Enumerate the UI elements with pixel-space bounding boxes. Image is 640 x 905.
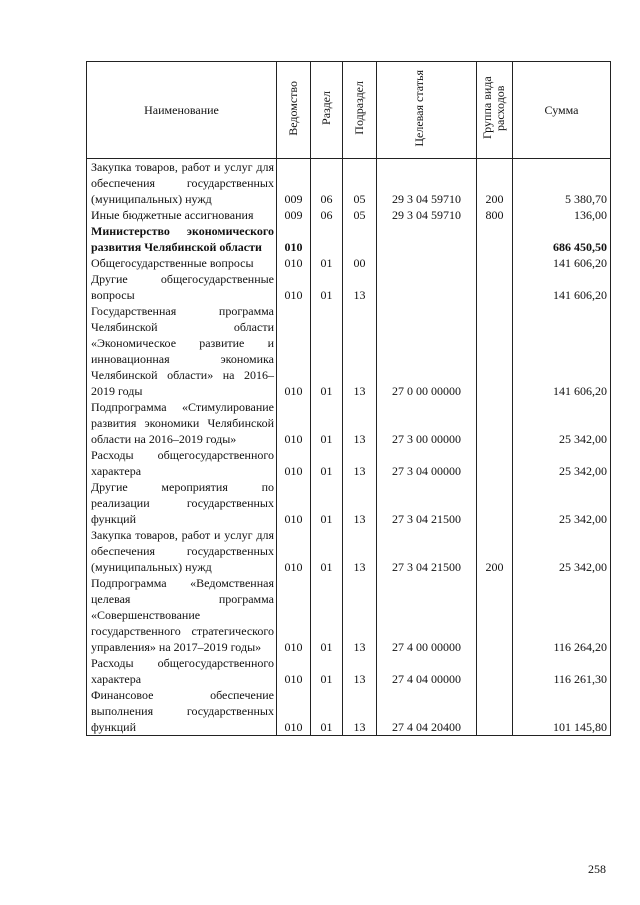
row-group xyxy=(477,479,513,527)
row-podrazdel xyxy=(343,223,377,255)
row-name: Закупка товаров, работ и услуг для обеспечения государственных (муниципальных) нужд xyxy=(87,527,277,575)
table-row xyxy=(87,255,611,271)
row-vedomstvo: 010 xyxy=(277,655,311,687)
row-razdel: 06 xyxy=(311,207,343,223)
budget-table xyxy=(86,61,611,736)
row-name: Закупка товаров, работ и услуг для обеспечения государственных (муниципальных) нужд xyxy=(87,159,277,208)
table-row xyxy=(87,207,611,223)
row-podrazdel: 13 xyxy=(343,447,377,479)
row-name: Подпрограмма «Ведомственная целевая программа «Совершенствование государственного стратегического управления» на 2017–2019 годы» xyxy=(87,575,277,655)
row-podrazdel: 13 xyxy=(343,687,377,736)
row-group: 200 xyxy=(477,527,513,575)
row-razdel: 01 xyxy=(311,687,343,736)
row-vedomstvo: 009 xyxy=(277,207,311,223)
row-podrazdel: 13 xyxy=(343,527,377,575)
row-group xyxy=(477,399,513,447)
row-razdel: 01 xyxy=(311,447,343,479)
row-group xyxy=(477,223,513,255)
row-group xyxy=(477,575,513,655)
row-group xyxy=(477,655,513,687)
row-vedomstvo: 010 xyxy=(277,255,311,271)
row-vedomstvo: 010 xyxy=(277,479,311,527)
row-group xyxy=(477,303,513,399)
table-row xyxy=(87,159,611,208)
table-row xyxy=(87,223,611,255)
row-group xyxy=(477,447,513,479)
row-group xyxy=(477,687,513,736)
row-vedomstvo: 010 xyxy=(277,271,311,303)
row-podrazdel: 13 xyxy=(343,479,377,527)
row-target xyxy=(377,255,477,271)
row-name: Общегосударственные вопросы xyxy=(87,255,277,271)
row-group: 200 xyxy=(477,159,513,208)
row-sum: 116 261,30 xyxy=(513,655,611,687)
row-group xyxy=(477,271,513,303)
row-sum: 136,00 xyxy=(513,207,611,223)
header-razdel: Раздел xyxy=(311,62,343,159)
row-vedomstvo: 010 xyxy=(277,527,311,575)
row-name: Государственная программа Челябинской области «Экономическое развитие и инновационная экономика Челябинской области» на 2016–2019 годы xyxy=(87,303,277,399)
row-podrazdel: 13 xyxy=(343,271,377,303)
row-razdel: 06 xyxy=(311,159,343,208)
row-name: Расходы общегосударственного характера xyxy=(87,447,277,479)
row-target: 27 4 04 00000 xyxy=(377,655,477,687)
row-vedomstvo: 010 xyxy=(277,223,311,255)
row-sum: 141 606,20 xyxy=(513,271,611,303)
table-row xyxy=(87,527,611,575)
table-row xyxy=(87,687,611,736)
row-sum: 5 380,70 xyxy=(513,159,611,208)
row-podrazdel: 13 xyxy=(343,575,377,655)
row-podrazdel: 13 xyxy=(343,303,377,399)
row-vedomstvo: 009 xyxy=(277,159,311,208)
row-razdel: 01 xyxy=(311,527,343,575)
row-razdel xyxy=(311,223,343,255)
row-target: 29 3 04 59710 xyxy=(377,159,477,208)
header-vedomstvo: Ведомство xyxy=(277,62,311,159)
row-podrazdel: 00 xyxy=(343,255,377,271)
row-podrazdel: 05 xyxy=(343,207,377,223)
table-row xyxy=(87,655,611,687)
row-sum: 141 606,20 xyxy=(513,303,611,399)
row-target: 27 3 00 00000 xyxy=(377,399,477,447)
table-row xyxy=(87,479,611,527)
row-razdel: 01 xyxy=(311,479,343,527)
row-sum: 25 342,00 xyxy=(513,399,611,447)
row-vedomstvo: 010 xyxy=(277,687,311,736)
row-target: 27 4 04 20400 xyxy=(377,687,477,736)
row-podrazdel: 05 xyxy=(343,159,377,208)
row-target: 29 3 04 59710 xyxy=(377,207,477,223)
row-razdel: 01 xyxy=(311,255,343,271)
row-razdel: 01 xyxy=(311,655,343,687)
table-row xyxy=(87,399,611,447)
row-name: Иные бюджетные ассигнования xyxy=(87,207,277,223)
row-sum: 25 342,00 xyxy=(513,527,611,575)
row-target: 27 3 04 00000 xyxy=(377,447,477,479)
row-sum: 116 264,20 xyxy=(513,575,611,655)
row-razdel: 01 xyxy=(311,303,343,399)
row-target xyxy=(377,271,477,303)
row-vedomstvo: 010 xyxy=(277,303,311,399)
row-target xyxy=(377,223,477,255)
row-sum: 101 145,80 xyxy=(513,687,611,736)
row-group: 800 xyxy=(477,207,513,223)
table-row xyxy=(87,303,611,399)
header-name: Наименование xyxy=(87,62,277,159)
table-header xyxy=(87,62,611,159)
row-target: 27 4 00 00000 xyxy=(377,575,477,655)
row-vedomstvo: 010 xyxy=(277,575,311,655)
row-name: Подпрограмма «Стимулирование развития экономики Челябинской области на 2016–2019 годы» xyxy=(87,399,277,447)
row-target: 27 3 04 21500 xyxy=(377,527,477,575)
row-sum: 25 342,00 xyxy=(513,479,611,527)
row-razdel: 01 xyxy=(311,271,343,303)
header-target: Целевая статья xyxy=(377,62,477,159)
row-razdel: 01 xyxy=(311,575,343,655)
header-sum: Сумма xyxy=(513,62,611,159)
row-vedomstvo: 010 xyxy=(277,399,311,447)
row-sum: 25 342,00 xyxy=(513,447,611,479)
row-target: 27 3 04 21500 xyxy=(377,479,477,527)
row-name: Министерство экономического развития Челябинской области xyxy=(87,223,277,255)
row-name: Другие общегосударственные вопросы xyxy=(87,271,277,303)
page-number: 258 xyxy=(588,862,606,876)
header-podrazdel: Подраздел xyxy=(343,62,377,159)
header-group: Группа вида расходов xyxy=(477,62,513,159)
row-sum: 686 450,50 xyxy=(513,223,611,255)
row-podrazdel: 13 xyxy=(343,655,377,687)
table-row xyxy=(87,271,611,303)
row-razdel: 01 xyxy=(311,399,343,447)
table-row xyxy=(87,575,611,655)
row-vedomstvo: 010 xyxy=(277,447,311,479)
row-name: Расходы общегосударственного характера xyxy=(87,655,277,687)
row-sum: 141 606,20 xyxy=(513,255,611,271)
row-name: Финансовое обеспечение выполнения государственных функций xyxy=(87,687,277,736)
row-target: 27 0 00 00000 xyxy=(377,303,477,399)
row-name: Другие мероприятия по реализации государственных функций xyxy=(87,479,277,527)
row-podrazdel: 13 xyxy=(343,399,377,447)
table-row xyxy=(87,447,611,479)
row-group xyxy=(477,255,513,271)
